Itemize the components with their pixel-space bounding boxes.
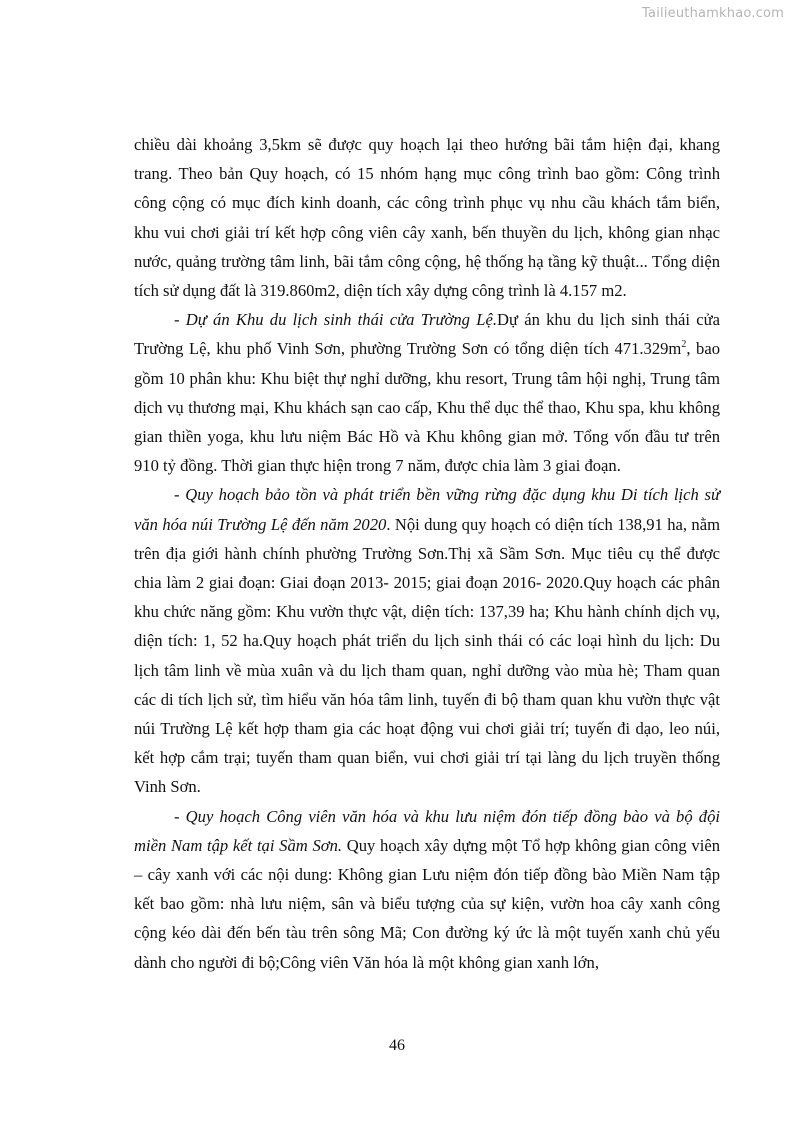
paragraph-text: . Nội dung quy hoạch có diện tích 138,91 ha, nằm trên địa giới hành chính phường Trường Sơn.Thị xã Sầm Sơn. Mục tiêu cụ thể được chia làm 2 giai đoạn: Giai đoạn 2013- 2015; giai đoạn 2016- 2020.Quy hoạch các phân khu chức năng gồm: Khu vườn thực vật, diện tích: 137,39 ha; Khu hành chính dịch vụ, diện tích: 1, 52 ha.Quy hoạch phát triển du lịch sinh thái có các loại hình du lịch: Du lịch tâm linh về mùa xuân và du lịch tham quan, nghỉ dưỡng vào mùa hè; Tham quan các di tích lịch sử, tìm hiểu văn hóa tâm linh, tuyến đi bộ tham quan khu vườn thực vật núi Trường Lệ kết hợp tham gia các hoạt động vui chơi giải trí; tuyến đi dạo, leo núi, kết hợp cắm trại; tuyến tham quan biển, vui chơi giải trí tại làng du lịch truyền thống Vinh Sơn.: [134, 514, 720, 797]
paragraph-beach-planning: chiều dài khoảng 3,5km sẽ được quy hoạch lại theo hướng bãi tắm hiện đại, khang trang. Theo bản Quy hoạch, có 15 nhóm hạng mục công trình bao gồm: Công trình công cộng có mục đích kinh doanh, các công trình phục vụ nhu cầu khách tắm biển, khu vui chơi giải trí kết hợp công viên cây xanh, bến thuyền du lịch, không gian nhạc nước, quảng trường tâm linh, bãi tắm công cộng, hệ thống hạ tầng kỹ thuật... Tổng diện tích sử dụng đất là 319.860m2, diện tích xây dựng công trình là 4.157 m2.: [134, 135, 720, 301]
paragraph-forest-conservation: [134, 480, 720, 801]
paragraph-heading-italic: - Quy hoạch Công viên văn hóa và khu lưu niệm đón tiếp đồng bào và bộ đội miền Nam tập kết tại Sầm Sơn.: [134, 806, 720, 855]
watermark-text: Tailieuthamkhao.com: [642, 6, 784, 21]
superscript-2: 2: [681, 339, 687, 351]
document-body: [134, 130, 720, 977]
paragraph-heading-italic: - Dự án Khu du lịch sinh thái cửa Trường Lệ.: [174, 310, 497, 330]
paragraph-cultural-park: [134, 802, 720, 977]
paragraph-text-continued: , bao gồm 10 phân khu: Khu biệt thự nghỉ dưỡng, khu resort, Trung tâm hội nghị, Trung tâm dịch vụ thương mại, Khu khách sạn cao cấp, Khu thể dục thể thao, Khu spa, khu không gian thiền yoga, khu lưu niệm Bác Hồ và Khu không gian mở. Tổng vốn đầu tư trên 910 tỷ đồng. Thời gian thực hiện trong 7 năm, được chia làm 3 giai đoạn.: [134, 339, 720, 476]
page-number: 46: [389, 1037, 405, 1054]
paragraph-text: Dự án khu du lịch sinh thái cửa Trường Lệ, khu phố Vinh Sơn, phường Trường Sơn có tổng diện tích 471.329m: [134, 310, 720, 359]
paragraph-eco-tourism-project: [134, 305, 720, 480]
paragraph-heading-italic: - Quy hoạch bảo tồn và phát triển bền vững rừng đặc dụng khu Di tích lịch sử văn hóa núi Trường Lệ đến năm 2020: [134, 485, 720, 534]
paragraph-text: Quy hoạch xây dựng một Tổ hợp không gian công viên – cây xanh với các nội dung: Không gian Lưu niệm đón tiếp đồng bào Miền Nam tập kết bao gồm: nhà lưu niệm, sân và biểu tượng của sự kiện, vườn hoa cây xanh công cộng kéo dài đến bến tàu trên sông Mã; Con đường ký ức là một tuyến xanh chủ yếu dành cho người đi bộ;Công viên Văn hóa là một không gian xanh lớn,: [134, 835, 720, 972]
